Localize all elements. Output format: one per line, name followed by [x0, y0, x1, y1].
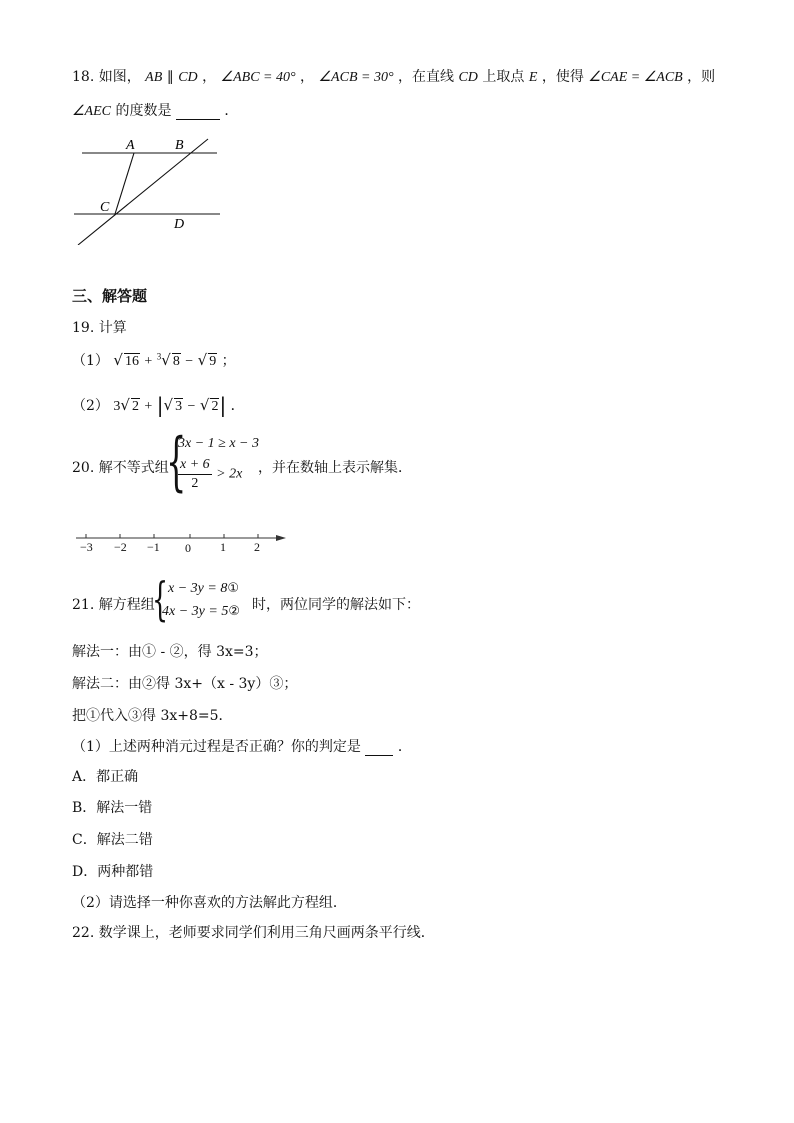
- q18-cd: CD: [178, 70, 198, 85]
- q19-number: 19.: [72, 320, 95, 336]
- q18-aec: ∠AEC: [72, 104, 111, 119]
- circle-1: ①: [227, 581, 239, 596]
- q21-part1-text: （1）上述两种消元过程是否正确？你的判定是: [72, 739, 361, 755]
- q20-rhs: > 2x: [216, 466, 243, 482]
- q21-number: 21.: [72, 597, 95, 613]
- q19-part1: （1） √ 16 + $^3$√ 8 − √ 9 ；: [72, 351, 236, 369]
- q18-intro: 如图，: [98, 69, 141, 85]
- tick-label-1: 1: [220, 540, 226, 554]
- q18-angle-acb: ∠ACB = 30°: [318, 70, 394, 85]
- q18-number: 18.: [72, 69, 95, 85]
- q21-part1: [72, 736, 412, 756]
- q20-ineq2: [178, 456, 242, 493]
- q21-method2b: 把①代入③得 3x+8=5．: [72, 708, 233, 724]
- tick-label-2: 2: [254, 540, 260, 554]
- q18-ab: AB: [145, 70, 163, 85]
- q18-mid: ，在直线: [398, 69, 454, 85]
- q20-label: [72, 457, 169, 477]
- q21-method2: 解法二：由②得 3x+（x - 3y）③；: [72, 676, 298, 692]
- q21-part2: （2）请选择一种你喜欢的方法解此方程组．: [72, 895, 347, 911]
- q19-title-text: 计算: [98, 320, 127, 336]
- q20-number: 20.: [72, 460, 95, 476]
- q19-p1-label: （1）: [72, 353, 109, 369]
- q20-frac-den: 2: [191, 476, 199, 491]
- label-a: A: [126, 138, 135, 153]
- q21-eq1: [168, 580, 239, 597]
- q18-figure: [70, 135, 230, 245]
- q22-number: 22.: [72, 925, 95, 941]
- section-title: 三、解答题: [72, 287, 148, 305]
- q18-cd2: CD: [458, 70, 478, 85]
- q21-label: [72, 594, 155, 614]
- q19-p2-end: ．: [230, 398, 245, 414]
- tick-label-n1: −1: [147, 540, 160, 554]
- cube-root-index: 3: [156, 351, 162, 362]
- label-c: C: [100, 200, 110, 215]
- option-a: A．都正确: [72, 769, 139, 785]
- q18-angle-abc: ∠ABC = 40°: [220, 70, 296, 85]
- q18-degree-text: 的度数是: [115, 103, 172, 119]
- q19-p2-label: （2）: [72, 398, 109, 414]
- q19-part2: （2） 3√ 2 + |√ 3 − √ 2| ．: [72, 393, 245, 417]
- sqrt-2b: 2: [211, 399, 219, 414]
- circle-2: ②: [228, 604, 240, 619]
- tick-label-n3: −3: [80, 540, 93, 554]
- q22-text: 数学课上，老师要求同学们利用三角尺画两条平行线．: [98, 925, 435, 941]
- number-line-ticks: [86, 534, 258, 538]
- label-d: D: [174, 217, 185, 232]
- q22: [72, 922, 435, 942]
- q19-p1-end: ；: [221, 353, 236, 369]
- q18-e: E: [528, 70, 538, 85]
- q19-p2-coef: 3: [113, 399, 121, 414]
- answer-blank[interactable]: [176, 103, 220, 120]
- tick-label-0: 0: [185, 541, 191, 555]
- q18-such: ，使得: [541, 69, 584, 85]
- q20-ineq1: 3x − 1 ≥ x − 3: [178, 436, 260, 451]
- sqrt-16: 16: [124, 354, 139, 369]
- q20-after: ，并在数轴上表示解集．: [258, 460, 412, 476]
- q18-line1: 18. 如图， AB ∥ CD ， ∠ABC = 40° ， ∠ACB = 30° ，在直线 CD 上取点 E ，使得 ∠CAE = ∠ACB ，则: [72, 69, 716, 85]
- q18-then: ，则: [687, 69, 716, 85]
- parallel-symbol: ∥: [166, 70, 174, 85]
- q20-brace: {: [166, 425, 187, 499]
- q18-end: ．: [224, 103, 239, 119]
- option-d: D．两种都错: [72, 864, 154, 880]
- q20-title: 解不等式组: [98, 460, 169, 476]
- q21-eq2: [162, 603, 240, 620]
- option-c: C．解法二错: [72, 832, 153, 848]
- q21-title: 解方程组: [98, 597, 155, 613]
- sqrt-9: 9: [209, 354, 217, 369]
- q21-part1-end: ．: [397, 739, 412, 755]
- q21-after: 时，两位同学的解法如下：: [252, 597, 420, 613]
- q18-eq: ∠CAE = ∠ACB: [588, 70, 683, 85]
- option-b: B．解法一错: [72, 800, 153, 816]
- sqrt-3: 3: [175, 399, 183, 414]
- sqrt-2: 2: [131, 399, 139, 414]
- q18-take-point: 上取点: [482, 69, 525, 85]
- q21-brace: {: [152, 572, 169, 626]
- q21-answer-blank[interactable]: [365, 739, 393, 756]
- q19-title: [72, 317, 127, 337]
- q21-eq2-text: 4x − 3y = 5: [162, 604, 229, 619]
- q21-method1: 解法一：由① - ②，得 3x=3；: [72, 644, 268, 660]
- tick-label-n2: −2: [114, 540, 127, 554]
- cbrt-8: 8: [172, 354, 180, 369]
- q20-frac-num: x + 6: [178, 456, 212, 475]
- q21-eq1-text: x − 3y = 8: [168, 581, 228, 596]
- q18-line2: [72, 100, 238, 120]
- label-b: B: [175, 138, 184, 153]
